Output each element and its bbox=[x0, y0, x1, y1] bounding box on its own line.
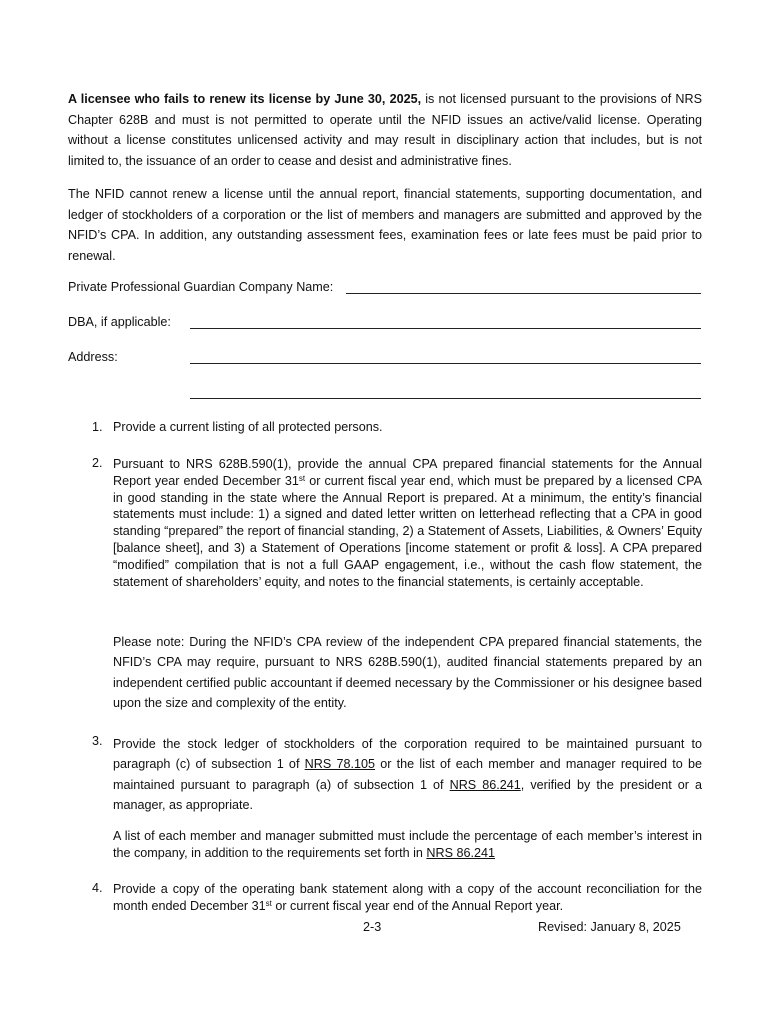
list-text-part: or current fiscal year end of the Annual Report year. bbox=[271, 898, 564, 913]
list-text-part: Pursuant to NRS 628B.590(1), provide the annual CPA prepared financial statements for the Annual Report year ended December 31 bbox=[113, 457, 702, 488]
page-number: 2-3 bbox=[363, 920, 382, 934]
list-item-text bbox=[113, 881, 702, 915]
company-name-label: Private Professional Guardian Company Name: bbox=[68, 280, 334, 294]
intro-bold-text: A licensee who fails to renew its license by June 30, 2025, bbox=[68, 92, 422, 106]
note-text: Please note: During the NFID’s CPA review of the independent CPA prepared financial statements, the NFID’s CPA may require, pursuant to NRS 628B.590(1), audited financial statements prepared by an independent certified public accountant if deemed necessary by the Commissioner or his designee based upon the size and complexity of the entity. bbox=[113, 635, 702, 711]
address-label: Address: bbox=[68, 350, 118, 364]
intro-text: is not licensed pursuant to the provisions of NRS Chapter 628B and must is not permitted to operate until the NFID issues an active/valid license. Operating without a license constitutes unlicensed activity and may result in disciplinary action that includes, but is not limited to, the issuance of an order to cease and desist and administrative fines. bbox=[68, 92, 702, 168]
nrs-86-241-link[interactable]: NRS 86.241 bbox=[449, 777, 521, 792]
list-item-text bbox=[113, 734, 702, 816]
superscript: st bbox=[298, 473, 306, 483]
list-text-part: or the list of each member and manager required to be maintained pursuant to paragraph (a) of subsection 1 of bbox=[113, 757, 703, 792]
list-number: 1. bbox=[92, 420, 103, 434]
address-field-line-1[interactable] bbox=[190, 363, 701, 364]
list-number: 4. bbox=[92, 881, 103, 895]
list-number: 2. bbox=[92, 456, 103, 470]
list-item-text bbox=[113, 456, 702, 590]
intro-paragraph bbox=[68, 89, 702, 171]
superscript: st bbox=[265, 898, 272, 908]
nrs-78-105-link[interactable]: NRS 78.105 bbox=[304, 757, 376, 772]
address-field-line-2[interactable] bbox=[190, 398, 701, 399]
list-text-part: , verified by the president or a manager, as appropriate. bbox=[113, 777, 702, 813]
nrs-86-241-link[interactable]: NRS 86.241 bbox=[426, 845, 495, 860]
list-number: 3. bbox=[92, 734, 103, 748]
list-text-part: Provide a copy of the operating bank statement along with a copy of the account reconciliation for the month ended December 31 bbox=[113, 882, 702, 913]
revised-date: Revised: January 8, 2025 bbox=[538, 920, 681, 934]
list-text-part: Provide the stock ledger of stockholders of the corporation required to be maintained pursuant to paragraph (c) of subsection 1 of bbox=[113, 737, 702, 772]
renewal-paragraph: The NFID cannot renew a license until the annual report, financial statements, supporting documentation, and ledger of stockholders of a corporation or the list of members and managers are submitted and approved by the NFID’s CPA. In addition, any outstanding assessment fees, examination fees or late fees must be paid prior to renewal. bbox=[68, 187, 702, 263]
list-text-part: or current fiscal year end, which must be prepared by a licensed CPA in good standing in the state where the Annual Report is prepared. At a minimum, the entity’s financial statements must include: 1) a signed and dated letter written on letterhead reflecting that a CPA in good standing “prepared” the report of financial standing, 2) a Statement of Assets, Liabilities, & Owners’ Equity [balance sheet], and 3) a Statement of Operations [income statement or profit & loss]. A CPA prepared “modified” compilation that is not a full GAAP engagement, i.e., without the cash flow statement, the statement of shareholders’ equity, and notes to the financial statements, is certainly acceptable. bbox=[113, 473, 702, 589]
note-text-part: A list of each member and manager submitted must include the percentage of each member’s interest in the company, in addition to the requirements set forth in bbox=[113, 829, 702, 860]
dba-field[interactable] bbox=[190, 328, 701, 329]
note-text bbox=[113, 828, 702, 862]
company-name-field[interactable] bbox=[346, 293, 701, 294]
dba-label: DBA, if applicable: bbox=[68, 315, 171, 329]
list-item-text: Provide a current listing of all protected persons. bbox=[113, 420, 383, 434]
